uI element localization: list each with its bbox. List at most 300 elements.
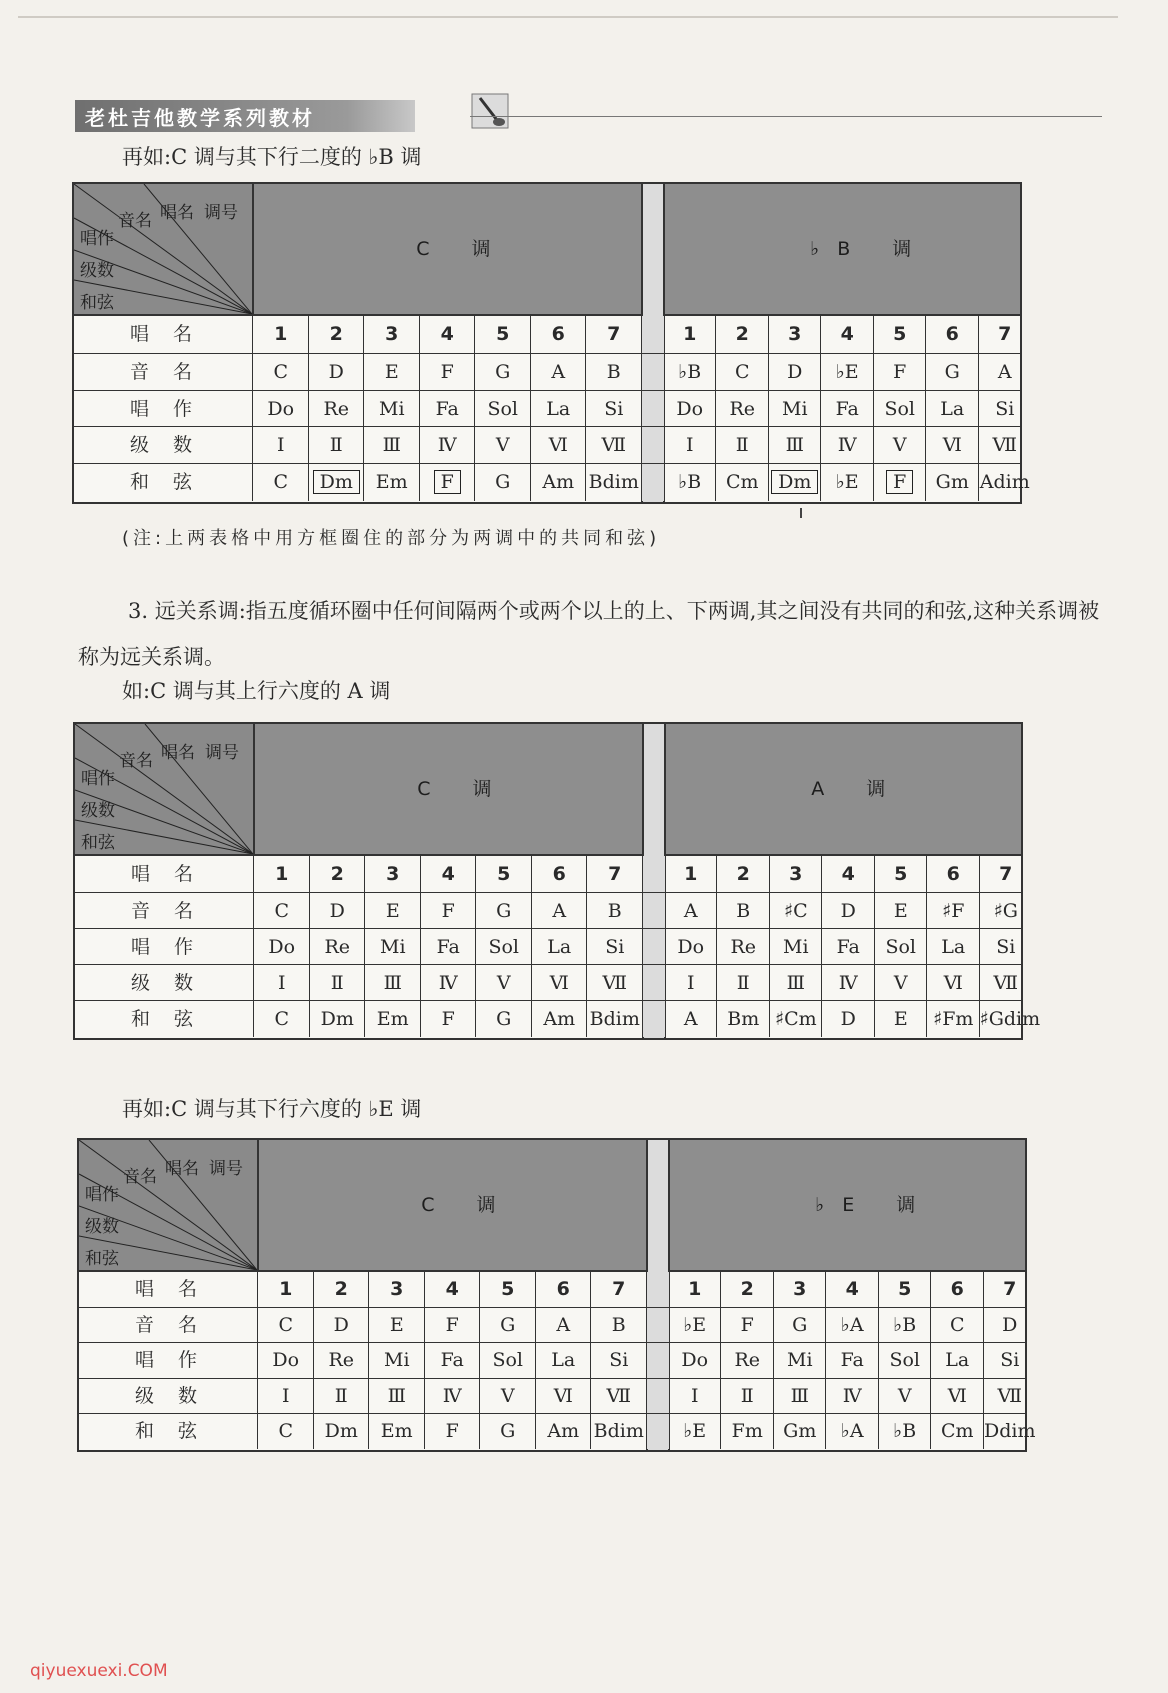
right-notes-cell: F [720,1308,774,1343]
left-degrees-cell: Ⅵ [531,965,588,1001]
left-numbers-cell: 2 [308,316,365,353]
right-numbers-cell: 3 [768,316,822,353]
left-notes-cell: D [308,354,365,391]
left-degrees-cell: Ⅱ [313,1379,370,1414]
left-chords-cell: Em [364,1001,421,1037]
right-chords-cell: ♭B [663,464,717,501]
left-degrees-cell: Ⅲ [363,427,420,464]
sung-as-row [79,1342,1025,1378]
right-degrees-cell: Ⅶ [979,965,1033,1001]
left-chords-cell: G [479,1414,536,1449]
left-solfege-cell: La [531,929,588,965]
chord-row [74,463,1030,501]
left-numbers-cell: 3 [364,856,421,892]
right-numbers-cell: 4 [821,856,875,892]
solfa-number-row [79,1272,1025,1307]
right-numbers-cell: 5 [874,856,928,892]
right-key-title: ♭E 调 [815,1194,934,1216]
chord-row [79,1413,1036,1449]
divider-cell [642,965,665,1001]
left-solfege-cell: Fa [420,929,477,965]
right-numbers-cell: 5 [878,1272,932,1307]
left-chords-cell: C [257,1414,314,1449]
right-notes-cell: ♭E [668,1308,722,1343]
left-solfege-cell: La [535,1343,592,1378]
left-numbers-cell: 3 [368,1272,425,1307]
left-numbers-cell: 5 [474,316,531,353]
right-numbers-cell: 6 [926,856,980,892]
right-chords-cell: ♭E [820,464,874,501]
left-solfege-cell: Si [590,1343,647,1378]
common-chord-box: Dm [313,470,360,494]
guitar-icon [470,90,510,130]
right-degrees-cell: Ⅶ [983,1379,1037,1414]
right-solfege-cell: Fa [825,1343,879,1378]
right-chords-cell: Bm [716,1001,770,1037]
right-solfege-cell: Mi [768,391,822,428]
right-chords-cell: ♭A [825,1414,879,1449]
left-solfege-cell: Sol [479,1343,536,1378]
chord-row [75,1000,1041,1037]
left-degrees-cell: Ⅶ [585,427,642,464]
divider-cell [646,1272,669,1307]
key-comparison-table-c-eflat [77,1138,1036,1452]
corner-label-note-name: 音名 [118,211,152,231]
left-notes-cell: G [475,893,532,929]
right-notes-cell: F [873,354,927,391]
row-label: 唱名 [130,863,217,885]
left-notes-cell: D [313,1308,370,1343]
left-degrees-cell: Ⅱ [309,965,366,1001]
table-grid [79,1272,1036,1450]
right-notes-cell: E [874,893,928,929]
row-label: 唱名 [129,323,216,345]
left-notes-cell: E [363,354,420,391]
corner-label-solfa-name: 唱名 [165,1159,199,1179]
right-solfege-cell: Do [664,929,718,965]
row-label: 级数 [129,434,216,457]
right-notes-cell: A [664,893,718,929]
degree-row [75,964,1021,1001]
left-degrees-cell: Ⅲ [364,965,421,1001]
right-notes-cell: G [773,1308,827,1343]
right-solfege-cell: Fa [820,391,874,428]
right-chords-cell: Gm [925,464,979,501]
divider-cell [646,1343,669,1378]
right-degrees-cell: Ⅱ [720,1379,774,1414]
right-numbers-cell: 2 [715,316,769,353]
right-degrees-cell: Ⅴ [873,427,927,464]
left-numbers-cell: 7 [585,316,642,353]
left-numbers-cell: 2 [313,1272,370,1307]
right-chords-cell: ♯Gdim [979,1001,1033,1037]
common-chord-box: F [886,470,913,494]
right-notes-cell: ♯G [979,893,1033,929]
right-notes-cell: G [925,354,979,391]
left-chords-cell: G [475,1001,532,1037]
right-notes-cell: D [983,1308,1037,1343]
divider-cell [641,354,664,391]
right-numbers-cell: 6 [925,316,979,353]
right-degrees-cell: Ⅴ [874,965,928,1001]
right-numbers-cell: 6 [930,1272,984,1307]
right-chords-cell: E [874,1001,928,1037]
left-chords-cell: Bdim [585,464,642,501]
divider-cell [641,427,664,464]
right-chords-cell: ♭E [668,1414,722,1449]
series-title: 老杜吉他教学系列教材 [85,105,315,130]
right-chords-cell [873,464,927,501]
divider-cell [646,1379,669,1414]
row-label: 唱作 [130,936,217,958]
right-solfege-cell: Sol [874,929,928,965]
left-solfege-cell: Re [308,391,365,428]
right-key-title: A 调 [811,778,904,800]
left-degrees-cell: Ⅴ [475,965,532,1001]
row-label: 音名 [130,900,217,922]
top-rule [18,16,1118,18]
corner-label-solfa-name: 唱名 [161,743,195,763]
left-degrees-cell: Ⅵ [535,1379,592,1414]
right-solfege-cell: Re [720,1343,774,1378]
series-header-bar [75,100,415,132]
left-numbers-cell: 7 [590,1272,647,1307]
left-chords-cell: Dm [313,1414,370,1449]
row-label: 和弦 [129,471,216,494]
table-corner-legend [79,1140,259,1270]
corner-label-note-name: 音名 [119,751,153,771]
right-degrees-cell: Ⅱ [716,965,770,1001]
right-degrees-cell: I [664,965,718,1001]
sung-as-row [75,928,1021,965]
right-numbers-cell: 4 [825,1272,879,1307]
left-solfege-cell: Do [253,929,310,965]
divider-cell [641,464,664,501]
left-chords-cell: F [424,1414,481,1449]
right-chords-cell: ♯Fm [926,1001,980,1037]
corner-label-degree: 级数 [81,801,115,821]
margin-mark [800,508,802,518]
right-degrees-cell: Ⅶ [978,427,1032,464]
left-degrees-cell: Ⅴ [479,1379,536,1414]
right-numbers-cell: 5 [873,316,927,353]
left-solfege-cell: Do [257,1343,314,1378]
divider-cell [646,1308,669,1343]
left-degrees-cell: Ⅲ [368,1379,425,1414]
right-chords-cell: ♯Cm [769,1001,823,1037]
note-name-row [79,1307,1025,1343]
left-notes-cell: G [479,1308,536,1343]
right-notes-cell: D [768,354,822,391]
right-degrees-cell: Ⅱ [715,427,769,464]
left-key-title: C 调 [416,238,509,260]
row-label: 唱作 [134,1349,221,1372]
left-degrees-cell: Ⅳ [424,1379,481,1414]
left-chords-cell: Am [531,1001,588,1037]
left-numbers-cell: 6 [530,316,587,353]
right-chords-cell [768,464,822,501]
footnote: (注:上两表格中用方框圈住的部分为两调中的共同和弦) [122,528,661,549]
right-chords-cell: Fm [720,1414,774,1449]
left-solfege-cell: Mi [363,391,420,428]
row-label: 和弦 [130,1008,217,1030]
right-solfege-cell: La [926,929,980,965]
left-degrees-cell: Ⅳ [419,427,476,464]
left-notes-cell: D [309,893,366,929]
right-solfege-cell: Sol [873,391,927,428]
row-label: 唱名 [134,1278,221,1300]
right-solfege-cell: Si [978,391,1032,428]
right-degrees-cell: I [668,1379,722,1414]
left-notes-cell: F [424,1308,481,1343]
left-degrees-cell: Ⅶ [586,965,643,1001]
left-numbers-cell: 5 [475,856,532,892]
intro-text-1: 再如:C 调与其下行二度的 ♭B 调 [122,145,422,169]
table-grid [74,316,1030,502]
left-notes-cell: B [590,1308,647,1343]
left-degrees-cell: Ⅳ [420,965,477,1001]
left-chords-cell: Em [368,1414,425,1449]
degree-row [74,426,1020,464]
right-degrees-cell: Ⅲ [773,1379,827,1414]
left-numbers-cell: 4 [420,856,477,892]
row-label: 级数 [130,972,217,994]
common-chord-box: Dm [771,470,818,494]
left-notes-cell: E [364,893,421,929]
row-label: 音名 [129,360,216,383]
left-numbers-cell: 4 [424,1272,481,1307]
right-solfege-cell: Mi [769,929,823,965]
left-chords-cell [308,464,365,501]
right-numbers-cell: 3 [773,1272,827,1307]
right-degrees-cell: Ⅵ [930,1379,984,1414]
right-solfege-cell: Si [979,929,1033,965]
right-notes-cell: B [716,893,770,929]
right-degrees-cell: Ⅴ [878,1379,932,1414]
right-solfege-cell: Re [716,929,770,965]
left-notes-cell: C [252,354,309,391]
note-name-row [74,353,1020,391]
left-numbers-cell: 6 [531,856,588,892]
intro-text-3: 再如:C 调与其下行六度的 ♭E 调 [122,1097,422,1121]
right-notes-cell: D [821,893,875,929]
right-chords-cell: ♭B [878,1414,932,1449]
table-corner-legend [74,184,254,314]
corner-label-chord: 和弦 [81,833,115,853]
right-degrees-cell: I [663,427,717,464]
corner-label-key-signature: 调号 [205,743,239,763]
left-notes-cell: A [530,354,587,391]
row-label: 音名 [134,1314,221,1337]
right-degrees-cell: Ⅳ [820,427,874,464]
header-rule [470,116,1102,117]
table-grid [75,856,1041,1038]
right-degrees-cell: Ⅲ [768,427,822,464]
intro-text-2: 如:C 调与其上行六度的 A 调 [122,679,391,703]
right-solfege-cell: Fa [821,929,875,965]
divider-cell [642,893,665,929]
left-key-title: C 调 [421,1194,514,1216]
divider-cell [641,391,664,428]
left-degrees-cell: Ⅶ [590,1379,647,1414]
right-numbers-cell: 7 [983,1272,1037,1307]
solfa-number-row [75,856,1021,892]
right-numbers-cell: 2 [720,1272,774,1307]
left-chords-cell: Am [530,464,587,501]
right-chords-cell: Ddim [983,1414,1037,1449]
left-solfege-cell: Mi [364,929,421,965]
solfa-number-row [74,316,1020,353]
left-chords-cell: Em [363,464,420,501]
table-corner-legend [75,724,255,854]
degree-row [79,1378,1025,1414]
right-degrees-cell: Ⅵ [925,427,979,464]
corner-label-note-name: 音名 [123,1167,157,1187]
corner-label-sung-as: 唱作 [80,229,114,249]
right-chords-cell: Cm [715,464,769,501]
right-solfege-cell: Si [983,1343,1037,1378]
corner-label-degree: 级数 [80,261,114,281]
right-numbers-cell: 1 [664,856,718,892]
left-degrees-cell: I [257,1379,314,1414]
right-notes-cell: A [978,354,1032,391]
left-chords-cell: F [420,1001,477,1037]
right-numbers-cell: 1 [668,1272,722,1307]
corner-label-sung-as: 唱作 [81,769,115,789]
left-solfege-cell: La [530,391,587,428]
left-numbers-cell: 3 [363,316,420,353]
right-chords-cell: A [664,1001,718,1037]
left-degrees-cell: Ⅴ [474,427,531,464]
right-degrees-cell: Ⅲ [769,965,823,1001]
left-solfege-cell: Re [313,1343,370,1378]
right-notes-cell: ♭E [820,354,874,391]
corner-label-degree: 级数 [85,1217,119,1237]
divider-cell [642,856,665,892]
left-solfege-cell: Fa [424,1343,481,1378]
right-degrees-cell: Ⅳ [825,1379,879,1414]
left-solfege-cell: Fa [419,391,476,428]
corner-label-key-signature: 调号 [204,203,238,223]
right-degrees-cell: Ⅳ [821,965,875,1001]
right-solfege-cell: La [925,391,979,428]
key-comparison-table-c-a [73,722,1041,1040]
left-numbers-cell: 4 [419,316,476,353]
left-numbers-cell: 5 [479,1272,536,1307]
right-chords-cell: D [821,1001,875,1037]
left-notes-cell: E [368,1308,425,1343]
row-label: 和弦 [134,1419,221,1442]
left-chords-cell: C [252,464,309,501]
right-numbers-cell: 1 [663,316,717,353]
right-numbers-cell: 7 [978,316,1032,353]
corner-label-sung-as: 唱作 [85,1185,119,1205]
site-watermark: qiyuexuexi.COM [30,1661,168,1681]
right-notes-cell: ♭B [663,354,717,391]
left-degrees-cell: I [252,427,309,464]
right-solfege-cell: Do [668,1343,722,1378]
divider-cell [642,1001,665,1037]
distant-key-paragraph: 3. 远关系调:指五度循环圈中任何间隔两个或两个以上的上、下两调,其之间没有共同的和弦,这种关系调被称为远关系调。 [78,599,1100,669]
right-numbers-cell: 2 [716,856,770,892]
row-label: 唱作 [129,397,216,420]
right-solfege-cell: Re [715,391,769,428]
left-numbers-cell: 1 [252,316,309,353]
right-degrees-cell: Ⅵ [926,965,980,1001]
left-solfege-cell: Sol [475,929,532,965]
right-notes-cell: ♯F [926,893,980,929]
corner-label-key-signature: 调号 [209,1159,243,1179]
left-chords-cell: G [474,464,531,501]
note-name-row [75,892,1021,929]
left-notes-cell: F [420,893,477,929]
right-chords-cell: Cm [930,1414,984,1449]
right-solfege-cell: La [930,1343,984,1378]
left-key-title: C 调 [417,778,510,800]
divider-cell [646,1414,669,1449]
left-notes-cell: A [531,893,588,929]
left-numbers-cell: 2 [309,856,366,892]
left-notes-cell: C [253,893,310,929]
left-solfege-cell: Mi [368,1343,425,1378]
left-degrees-cell: I [253,965,310,1001]
right-numbers-cell: 3 [769,856,823,892]
right-notes-cell: C [715,354,769,391]
left-notes-cell: C [257,1308,314,1343]
right-solfege-cell: Mi [773,1343,827,1378]
left-chords-cell [419,464,476,501]
left-solfege-cell: Si [585,391,642,428]
left-solfege-cell: Sol [474,391,531,428]
left-chords-cell: Am [535,1414,592,1449]
row-label: 级数 [134,1384,221,1407]
right-key-title: ♭B 调 [810,238,930,260]
divider-cell [642,929,665,965]
left-solfege-cell: Si [586,929,643,965]
right-notes-cell: ♭A [825,1308,879,1343]
left-numbers-cell: 1 [253,856,310,892]
right-numbers-cell: 7 [979,856,1033,892]
left-numbers-cell: 7 [586,856,643,892]
right-notes-cell: ♯C [769,893,823,929]
left-notes-cell: F [419,354,476,391]
left-solfege-cell: Re [309,929,366,965]
left-solfege-cell: Do [252,391,309,428]
left-notes-cell: B [586,893,643,929]
right-notes-cell: C [930,1308,984,1343]
left-chords-cell: Bdim [590,1414,647,1449]
left-degrees-cell: Ⅵ [530,427,587,464]
key-comparison-table-c-bflat [72,182,1030,504]
right-solfege-cell: Do [663,391,717,428]
left-numbers-cell: 1 [257,1272,314,1307]
left-chords-cell: C [253,1001,310,1037]
right-solfege-cell: Sol [878,1343,932,1378]
left-numbers-cell: 6 [535,1272,592,1307]
right-chords-cell: Adim [978,464,1032,501]
common-chord-box: F [434,470,461,494]
left-notes-cell: G [474,354,531,391]
corner-label-chord: 和弦 [85,1249,119,1269]
left-chords-cell: Bdim [586,1001,643,1037]
left-notes-cell: A [535,1308,592,1343]
divider-cell [641,316,664,353]
right-chords-cell: Gm [773,1414,827,1449]
right-notes-cell: ♭B [878,1308,932,1343]
right-numbers-cell: 4 [820,316,874,353]
left-degrees-cell: Ⅱ [308,427,365,464]
sung-as-row [74,390,1020,428]
